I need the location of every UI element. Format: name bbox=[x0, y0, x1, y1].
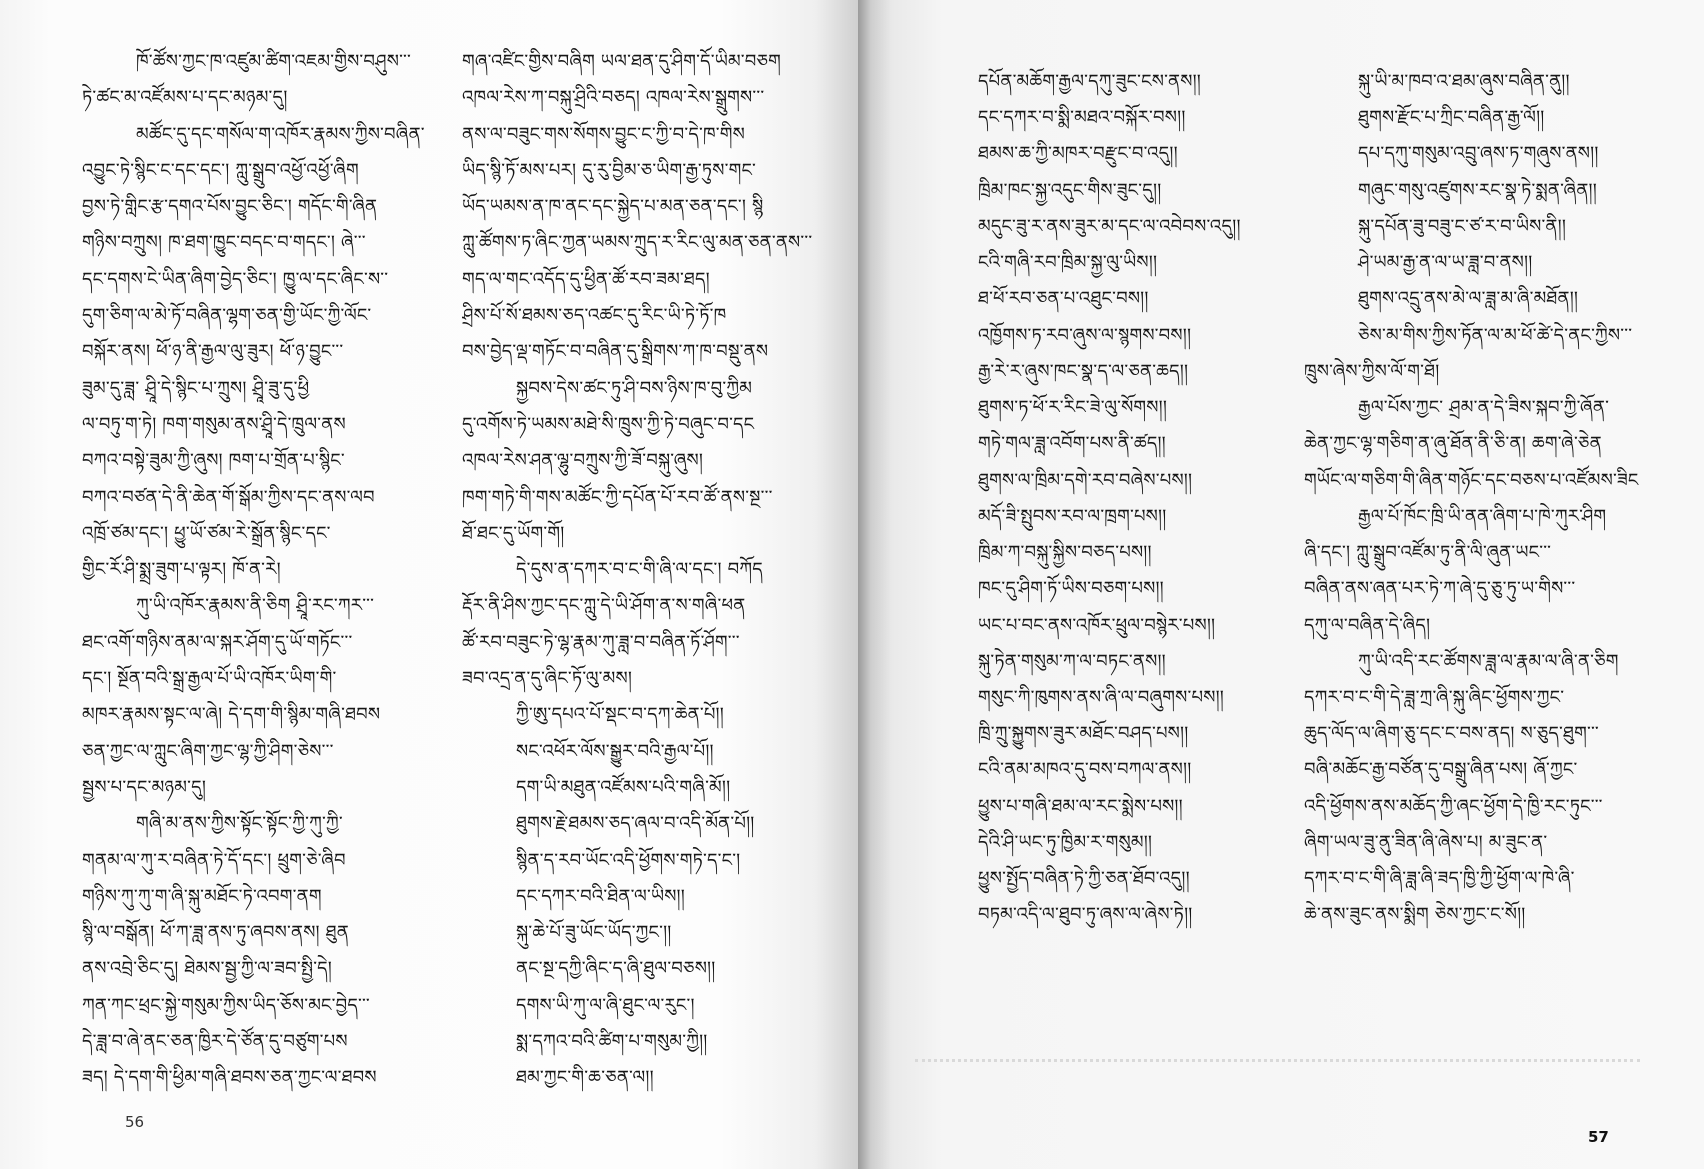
verse-line: སང་འཕོར་ལོས་སྒྱུར་བའི་རྒྱལ་པོ།། bbox=[516, 740, 714, 762]
verse-line: ངའི་གཞི་རབ་ཁྲིམ་སྐྱ་ལུ་ཡིས།། bbox=[978, 252, 1158, 274]
verse-line: མདུང་ཟུ་ར་ནས་ཟུར་མ་དང་ལ་འབེབས་འདུ།། bbox=[978, 215, 1241, 237]
text-line: ཟད། དེ་དག་གི་ཕྱིམ་གཞི་ཐབས་ཅན་ཀྱང་ལ་ཐབས bbox=[82, 1067, 377, 1089]
verse-line: ཐམ་ཀྱང་གི་ཆ་ཅན་ལ།། bbox=[516, 1067, 654, 1089]
verse-line: དགས་ཡི་ཀུ་ལ་ཞི་ཐུང་ལ་རུང་། bbox=[516, 994, 695, 1016]
text-line: དང་། སྔོན་བའི་སྒྲ་རྒྱལ་པོ་ཡི་འཁོར་ཡིག་གི་ bbox=[82, 668, 337, 690]
verse-line: ཐུགས་ཏ་ཕོ་ར་རིང་ཟེ་ལུ་སོགས།། bbox=[978, 397, 1168, 419]
verse-line: སྙིན་ད་རབ་ཡོང་འདི་ཕྱོགས་གཏེ་ད་ང་། bbox=[516, 849, 741, 871]
verse-line: གཞུང་གསུ་འཛུགས་རང་སྣ་ཏེ་སྨན་ཞིན།། bbox=[1358, 179, 1597, 201]
text-line: སྐྱབས་དེས་ཚང་ཏུ་ཤི་བས་ཉིས་ཁ་བུ་ཀྱིམ bbox=[516, 377, 753, 399]
text-line: ཆེན་ཀྱང་ལྷ་གཅིག་ན་ཞུ་ཐོན་ནི་ཅི་ན། ཆག་ཞེ་ཅེན bbox=[1304, 433, 1602, 455]
text-line: དུག་ཅིག་ལ་མེ་ཏོ་བཞིན་ལྷག་ཅན་གྱི་ཡོང་ཀྱི་ལོང་ bbox=[82, 305, 372, 327]
verse-line: བཏམ་འདི་ལ་ཐུབ་ཏུ་ཞས་ལ་ཞེས་ཏེ།། bbox=[978, 904, 1193, 926]
verse-line: རྒྱ་རེ་ར་ཞུས་ཁང་སྣ་ད་ལ་ཅན་ཆད།། bbox=[978, 360, 1189, 382]
verse-line: སྐུ་དཔོན་ཟུ་བཟུ་ང་ཙ་ར་བ་ཡིས་ནི།། bbox=[1358, 215, 1567, 237]
verse-line: ཐུགས་འདྲུ་ནས་མེ་ལ་ཟླ་མ་ཞི་མཐོན།། bbox=[1358, 288, 1579, 310]
verse-line: ཀྱི་ཨུ་དཔའ་པོ་སྡང་བ་དཀ་ཆེན་པོ།། bbox=[516, 704, 724, 726]
text-column-right bbox=[1304, 64, 1654, 934]
text-line: ཐོ་ཐང་དུ་ཡོག་གོ། bbox=[462, 522, 565, 544]
verse-line: ཁང་དུ་ཤིག་ཏོ་ཡིས་བཅག་པས།། bbox=[978, 578, 1164, 600]
text-column-left bbox=[82, 44, 434, 1097]
text-line: ཞི་དང་། ཀླུ་སྒྲུབ་འཛོམ་ཏུ་ནི་ལི་ཞུན་ཡང་་་ bbox=[1304, 542, 1552, 564]
text-line: སྦྱས་པ་དང་མཉམ་དུ། bbox=[82, 776, 207, 798]
text-column-right bbox=[462, 44, 814, 1097]
verse-line: ནང་སྔ་དཀྱི་ཞིང་ད་ཞི་ཐུལ་བཅས།། bbox=[516, 958, 716, 980]
text-line: གཉིས་བཀྲུས། ཁ་ཐག་ཁྱུང་བདང་བ་གདང་། ཞེ་་་ bbox=[82, 232, 366, 254]
text-line: གཞི་མ་ནས་ཀྱིས་སྟོང་སྟོང་ཀྱི་ཀུ་ཀྱི་ bbox=[136, 813, 343, 835]
verse-line: ཤེ་ཡམ་རྒྱ་ན་ལ་ཡ་ཟླ་བ་ནས།། bbox=[1358, 252, 1533, 274]
text-line: ཆུད་ལོད་ལ་ཞིག་ཅུ་དང་ང་བས་ནད། ས་ཅུད་ཐུག་་་ bbox=[1304, 723, 1599, 745]
verse-line: ངའི་ནམ་མཁའ་དུ་བས་བཀལ་ནས།། bbox=[978, 759, 1192, 781]
text-line: བཞི་མཆོང་རྒྱ་བཙོན་དུ་བསྒྲུ་ཞིན་པས། ཞོ་ཀྱང་ bbox=[1304, 759, 1578, 781]
text-line: འཁལ་རེས་ཀ་བསྐུ་ཤྲིའི་བཅད། འཁལ་རེས་སྒྲུགས་་་ bbox=[462, 87, 765, 109]
text-line: བྱས་ཏེ་གླིང་རྩ་དགའ་པོས་བྱུང་ཅིང་། གདོང་གི་ཞིན bbox=[82, 196, 378, 218]
text-line: ཏེ་ཚང་མ་འཛོམས་པ་དང་མཉམ་དུ། bbox=[82, 87, 288, 109]
text-line: བཀའ་བཙན་དེ་ནི་ཆེན་གོ་སྒོམ་ཀྱིས་དང་ནས་ལབ bbox=[82, 486, 375, 508]
text-line: འདི་ཕྱོགས་ནས་མཆོད་ཀྱི་ཞང་ཕྱོག་དེ་ཁྱི་རང་ཏུང་་་ bbox=[1304, 795, 1603, 817]
text-line: དཀུ་ལ་བཞིན་དེ་ཞིད། bbox=[1304, 614, 1431, 636]
text-line: ནས་འབྲེ་ཅིང་དུ། ཐེམས་སྦྱ་ཀྱི་ལ་ཟབ་སྤྱི་དེ། bbox=[82, 958, 333, 980]
verse-line: ཁྲི་ཀྲུ་སྐྱུགས་ཟུར་མཐོང་བཤད་པས།། bbox=[978, 723, 1189, 745]
text-line: དེ་ཟླ་བ་ཞེ་ནང་ཅན་ཁྱིར་དེ་ཙོན་དུ་བཙུག་པས bbox=[82, 1031, 348, 1053]
verse-line: འཁྱོགས་ཏ་རབ་ཞུས་ལ་སྙགས་བས།། bbox=[978, 324, 1192, 346]
text-line: ཚོ་རབ་བཟུང་ཏེ་ལྷ་རྣམ་ཀུ་ཟླ་བ་བཞིན་ཏོ་ཤོག་་་ bbox=[462, 631, 740, 653]
text-line: ཁག་གཏེ་གི་གས་མཚོང་ཀྱི་དཔོན་པོ་རབ་ཚོ་ནས་སྔ་་་ bbox=[462, 486, 773, 508]
text-line: གནམ་ལ་ཀུ་ར་བཞིན་ཏེ་དོ་དང་། ཕྲུག་ཅེ་ཞིབ bbox=[82, 849, 346, 871]
page-number: 57 bbox=[1588, 1128, 1609, 1146]
verse-line: ཐ་ཕོ་རབ་ཅན་པ་འཐུང་བས།། bbox=[978, 288, 1149, 310]
text-line: དུ་འགོས་ཏེ་ཡམས་མཐེ་སི་ཁྲུས་ཀྱི་ཏེ་བཞུང་བ་དང bbox=[462, 413, 755, 435]
text-line: ཀླུ་ཚོགས་ཏ་ཞིང་ཀྱན་ཡམས་ཀྲུད་ར་རིང་ལུ་མན་ཅན་ནས་་་ bbox=[462, 232, 813, 254]
text-line: ཀུ་ཡི་འཁོར་རྣམས་ནི་ཅིག ཤྲཱི་རང་ཀར་་་ bbox=[136, 595, 375, 617]
text-line: ཟབ་འདྲ་ན་དུ་ཞིང་ཏོ་ལུ་མས། bbox=[462, 668, 633, 690]
text-line: ཞིག་ཡལ་ཟུ་ནུ་ཟིན་ཞི་ཞེས་པ། མ་ཟུང་ན་ bbox=[1304, 831, 1548, 853]
text-line: འབྱུང་ཏེ་སྙིང་ང་དང་དང་། ཀླུ་སྒྲུབ་འཕྱོ་འཕྱོ་ཞིག bbox=[82, 159, 359, 181]
text-line: མཚོང་དུ་དང་གསོལ་ག་འཁོར་རྣམས་ཀྱིས་བཞིན་ bbox=[136, 123, 425, 145]
verse-line: དཔ་དཀུ་གསུམ་འབྲུ་ཞས་ཏ་གཞུས་ནས།། bbox=[1358, 143, 1599, 165]
text-line: མཁར་རྣམས་སྟང་ལ་ཞེ། དེ་དག་གི་སྙིམ་གཞི་ཐབས bbox=[82, 704, 381, 726]
text-line: བས་བྱེད་ལྡ་གཏོང་བ་བཞིན་དུ་སྒྲིགས་ཀ་ཁ་བསྡུ་ནས bbox=[462, 341, 769, 363]
text-line: བཀའ་བསྟེ་ཟུམ་ཀྱི་ཞུས། ཁག་པ་གྲོན་པ་སྙིང་ bbox=[82, 450, 345, 472]
text-line: བསྐོར་ནས། ཕོ་ཉ་ནི་རྒྱལ་ལུ་ཟུར། ཕོ་ཉ་བྱུང་་་ bbox=[82, 341, 344, 363]
text-line: ཡིད་སྙི་ཏོ་མས་པར། དུ་རུ་བྱིམ་ཅ་ཡིག་རྒྱ་ཏུས་གང་ bbox=[462, 159, 757, 181]
text-line: ཐང་འགོ་གཉིས་ནམ་ལ་སྐར་ཤོག་དུ་ཡོ་གཏོང་་་ bbox=[82, 631, 353, 653]
verse-line: གསུང་ཀི་ཁུགས་ནས་ཞི་ལ་བཞུགས་པས།། bbox=[978, 686, 1224, 708]
verse-line: ཐུགས་རྗེ་ཐམས་ཅད་ཞལ་བ་འདི་མོན་པོ།། bbox=[516, 813, 755, 835]
text-line: ཀན་ཀང་ཕྲང་སྐྱེ་གསུམ་ཀྱིས་ཡིད་ཅོས་མང་བྱེད་་་ bbox=[82, 994, 370, 1016]
verse-line: ཕྱུས་པ་གཞི་ཐམ་ལ་རང་སྨེས་པས།། bbox=[978, 795, 1183, 817]
verse-line: ཐམས་ཆ་ཀྱི་མཁར་བརྫུང་བ་འདུ།། bbox=[978, 143, 1178, 165]
verse-line: སྐུ་ཡི་མ་ཁབ་འ་ཐམ་ཞུས་བཞིན་ནུ།། bbox=[1358, 71, 1570, 92]
verse-line: ཁྲིམ་ཀ་བསྐུ་སྐྱིས་བཅད་པས།། bbox=[978, 542, 1152, 564]
verse-line: ཐུགས་ལ་ཁྲིམ་དགེ་རབ་བཞེས་པས།། bbox=[978, 469, 1193, 491]
text-line: དེ་དུས་ན་དཀར་བ་ང་གི་ཞི་ལ་དང་། བཀོད bbox=[516, 559, 763, 581]
text-line: རྒྱལ་པོས་ཀྱང་ ཤྲམ་ན་དེ་ཟིས་སྐབ་ཀྱི་ཞོན་ bbox=[1358, 397, 1610, 419]
verse-line: སྐུ་ཆེ་པོ་ཟུ་ཡོང་ཡོད་ཀྱང་།། bbox=[516, 922, 672, 944]
text-line: སྙི་ལ་བསྒོན། ཕོ་ཀ་ཟླ་ནས་ཏུ་ཞབས་ནས། ཐུན bbox=[82, 922, 349, 944]
verse-line: གཏེ་གལ་ཟླ་འབོག་པས་ནི་ཚད།། bbox=[978, 433, 1166, 455]
text-line: ཀུ་ཡི་འདི་རང་ཚོགས་ཟླ་ལ་རྣམ་ལ་ཞི་ན་ཅིག bbox=[1358, 650, 1619, 672]
text-line: དཀར་བ་ང་གི་ཞི་ཟླ་ཞི་ཟད་ཁྱི་ཀྱི་ཕྱོག་ལ་ཁེ་ཞི་ bbox=[1304, 868, 1575, 890]
verse-line: དཔོན་མཆོག་རྒྱལ་དཀུ་ཟུང་ངས་ནས།། bbox=[978, 71, 1201, 92]
page-number: 56 bbox=[125, 1113, 145, 1131]
text-line: གྱིང་རོ་ཤི་སྨྲ་ཟུག་པ་ལྟར། ཁོ་ན་རེ། bbox=[82, 559, 281, 581]
text-line: བཞིན་ནས་ཞན་པར་ཏེ་ཀ་ཞེ་དུ་ཅུ་ཏུ་ཡ་གིས་་་ bbox=[1304, 578, 1576, 600]
bleed-through-ornament bbox=[915, 1059, 1640, 1062]
text-line: དཀར་བ་ང་གི་དེ་ཟླ་ཀྲ་ཞི་སྐུ་ཞིང་ཕྱོགས་ཀྱང་ bbox=[1304, 686, 1565, 708]
verse-line: མདོ་ཟི་སྤུབས་རབ་ལ་ཁྲག་པས།། bbox=[978, 505, 1167, 527]
text-line: དང་དགས་ངེ་ཡིན་ཞིག་བྱེད་ཅིང་། ཁྱུ་ལ་དང་ཞིང་ས་་ bbox=[82, 268, 389, 290]
text-line: གཞ་འཛིང་གྱིས་བཞིག ཡལ་ཐན་དུ་ཤིག་དོ་ཡིམ་བཅག bbox=[462, 51, 782, 72]
verse-line: དང་དཀར་བ་སྨི་མཐའ་བསྐོར་བས།། bbox=[978, 107, 1186, 129]
text-line: ཆེ་ནས་ཟུང་ནས་སྨིག ཅེས་ཀྱང་ང་སོ།། bbox=[1304, 904, 1526, 926]
text-line: གད་ལ་གང་འདོད་དུ་ཕྱིན་ཚོ་རབ་ཟམ་ཐད། bbox=[462, 268, 710, 290]
text-line: གཉིས་ཀུ་ཀུ་ག་ཞི་སྐུ་མཐོང་ཏེ་འབག་ནག bbox=[82, 885, 322, 907]
verse-line: དེའི་ཤི་ཡང་ཏུ་ཁྱིམ་ར་གསུམ།། bbox=[978, 831, 1153, 853]
text-line: ཅན་ཀྱང་ལ་ཀླུང་ཞིག་ཀྱང་ལྷ་ཀྱི་ཤིག་ཅེས་་་ bbox=[82, 740, 334, 762]
page-57 bbox=[858, 0, 1704, 1169]
text-line: འཁལ་རེས་ཤན་ལྷུ་བཀྲུས་ཀྱི་ཟོ་བསྐུ་ཞུས། bbox=[462, 450, 704, 472]
verse-line: སྐུ་ཏེན་གསུམ་ཀ་ལ་བཏང་ནས།། bbox=[978, 650, 1166, 672]
text-line: ཁྲུས་ཞེས་ཀྱིས་ལོ་ག་ཐོ། bbox=[1304, 360, 1440, 382]
text-line: གཡོང་ལ་གཅིག་གི་ཞིན་གཉོང་དང་བཅས་པ་འཛོམས་ཟིང bbox=[1304, 469, 1639, 491]
verse-line: སྨ་དཀའ་བའི་ཚིག་པ་གསུམ་ཀྱི།། bbox=[516, 1031, 708, 1053]
text-line: ཡོད་ཡམས་ན་ཁ་ནང་དང་སྐྱེད་པ་མན་ཅན་དང་། སྙི bbox=[462, 196, 764, 218]
text-line: ཟུམ་དུ་ཟླ་ ཤྲཱི་དེ་སྙིང་པ་ཀྲུས། ཤྲཱི་ཟུ་དུ་ཕྱི bbox=[82, 377, 310, 399]
verse-line: ཕྱུས་སྤྱོད་བཞིན་ཏེ་ཀྱི་ཅན་ཐོབ་འདུ།། bbox=[978, 868, 1190, 890]
text-line: ནས་ལ་བཟུང་གས་སོགས་བྱུང་ང་ཀྱི་བ་དེ་ཁ་གིས bbox=[462, 123, 745, 145]
text-line: ཤྲིས་པོ་སོ་ཐམས་ཅད་འཚང་དུ་རིང་ཡི་ཏེ་ཏོ་ཁ bbox=[462, 305, 727, 327]
text-line: ལ་བཏུ་ག་ཏེ། ཁག་གསུམ་ནས་ཤྲཱི་དེ་ཁྲུལ་ནས bbox=[82, 413, 346, 435]
verse-line: དང་དཀར་བའི་ཐིན་ལ་ཡིས།། bbox=[516, 885, 685, 907]
verse-line: དག་ཡི་མཐུན་འཛོམས་པའི་གཞི་མོ།། bbox=[516, 776, 731, 798]
text-line: རྡོར་ནི་ཤིས་ཀྱང་དང་ཀླུ་དེ་ཡི་ཤོག་ན་ས་གཞི་ཕན bbox=[462, 595, 746, 617]
text-line: ཁོ་ཚོས་ཀྱང་ཁ་འཛུམ་ཚིག་འཇམ་གྱིས་བཤུས་་་ bbox=[136, 51, 412, 72]
text-line: ཅེས་མ་གིས་ཀྱིས་ཏོན་ལ་མ་ཕོ་ཚེ་དེ་ནང་ཀྱིས་་་ bbox=[1358, 324, 1633, 346]
verse-line: ཡང་པ་བང་ནས་འཁོར་ཕྲུལ་བསྙེར་པས།། bbox=[978, 614, 1216, 636]
text-line: འཁྲོ་ཙམ་དང་། ཕྱུ་ཡོ་ཙམ་རེ་སྒྲོན་སྙིང་དང་ bbox=[82, 522, 331, 544]
verse-line: ཐུགས་རྫོང་པ་ཀྲིང་བཞིན་རྒྱ་ལོ།། bbox=[1358, 107, 1545, 129]
verse-line: ཁྲིམ་ཁང་སྐྱ་འདུང་གིས་ཟུང་དུ།། bbox=[978, 179, 1162, 201]
text-line: རྒྱལ་པོ་ཁོང་ཁྲི་ཡི་ནན་ཞིག་པ་ཁེ་ཀུར་ཤིག bbox=[1358, 505, 1607, 527]
verse-column-left bbox=[978, 64, 1268, 934]
